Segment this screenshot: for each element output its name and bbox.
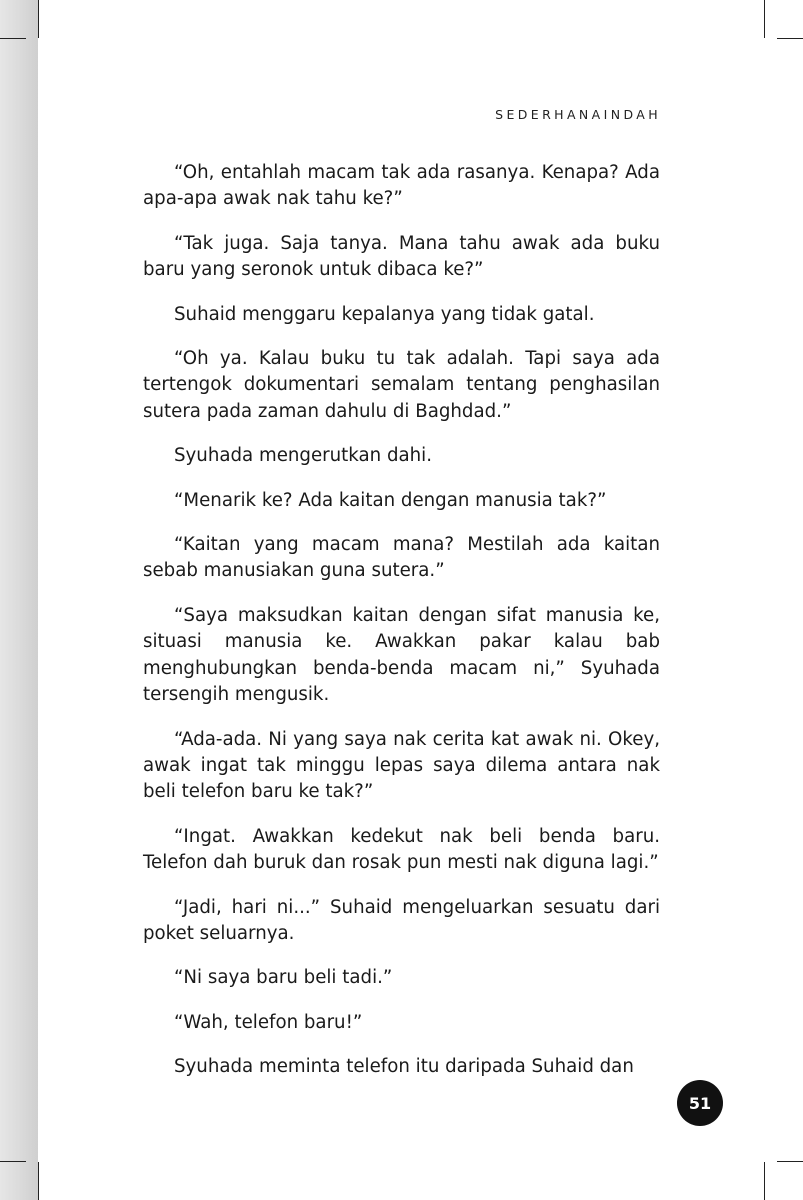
page-number: 51: [688, 1093, 712, 1113]
crop-mark-bottom-right-horizontal: [777, 1161, 803, 1162]
page-number-badge: [677, 1080, 723, 1126]
paragraph: “Kaitan yang macam mana? Mestilah ada kaitan sebab manusiakan guna sutera.”: [143, 534, 660, 582]
paragraph: “Saya maksudkan kaitan dengan sifat manusia ke, situasi manusia ke. Awakkan pakar kalau bab menghubungkan benda-benda macam ni,” Syuhada tersengih mengusik.: [143, 604, 660, 706]
crop-mark-top-left-horizontal: [0, 38, 26, 39]
crop-mark-bottom-left-horizontal: [0, 1161, 26, 1162]
crop-mark-top-left-vertical: [38, 0, 39, 38]
paragraph: “Tak juga. Saja tanya. Mana tahu awak ada buku baru yang seronok untuk dibaca ke?”: [143, 232, 660, 281]
paragraph: “Oh, entahlah macam tak ada rasanya. Kenapa? Ada apa-apa awak nak tahu ke?”: [143, 162, 660, 210]
paragraph: Syuhada mengerutkan dahi.: [174, 445, 432, 467]
crop-mark-top-right-vertical: [764, 0, 765, 38]
paragraph: “Wah, telefon baru!”: [174, 1011, 363, 1033]
crop-mark-bottom-left-vertical: [38, 1162, 39, 1200]
body-text: [143, 160, 660, 1099]
paragraph: Suhaid menggaru kepalanya yang tidak gatal.: [174, 303, 595, 325]
paragraph: Syuhada meminta telefon itu daripada Suhaid dan: [174, 1056, 634, 1078]
paragraph: “Ingat. Awakkan kedekut nak beli benda baru. Telefon dah buruk dan rosak pun mesti nak diguna lagi.”: [143, 825, 660, 874]
binding-strip: [0, 0, 38, 1200]
paragraph: “Ada-ada. Ni yang saya nak cerita kat awak ni. Okey, awak ingat tak minggu lepas saya dilema antara nak beli telefon baru ke tak?”: [143, 728, 660, 803]
paragraph: “Jadi, hari ni...” Suhaid mengeluarkan sesuatu dari poket seluarnya.: [143, 896, 660, 944]
paragraph: “Oh ya. Kalau buku tu tak adalah. Tapi saya ada tertengok dokumentari semalam tentang penghasilan sutera pada zaman dahulu di Baghdad.”: [143, 348, 660, 422]
crop-mark-bottom-right-vertical: [764, 1162, 765, 1200]
running-title: SEDERHANAINDAH: [495, 107, 661, 122]
paragraph: “Menarik ke? Ada kaitan dengan manusia tak?”: [174, 489, 607, 511]
crop-mark-top-right-horizontal: [777, 38, 803, 39]
paragraph: “Ni saya baru beli tadi.”: [174, 967, 393, 989]
